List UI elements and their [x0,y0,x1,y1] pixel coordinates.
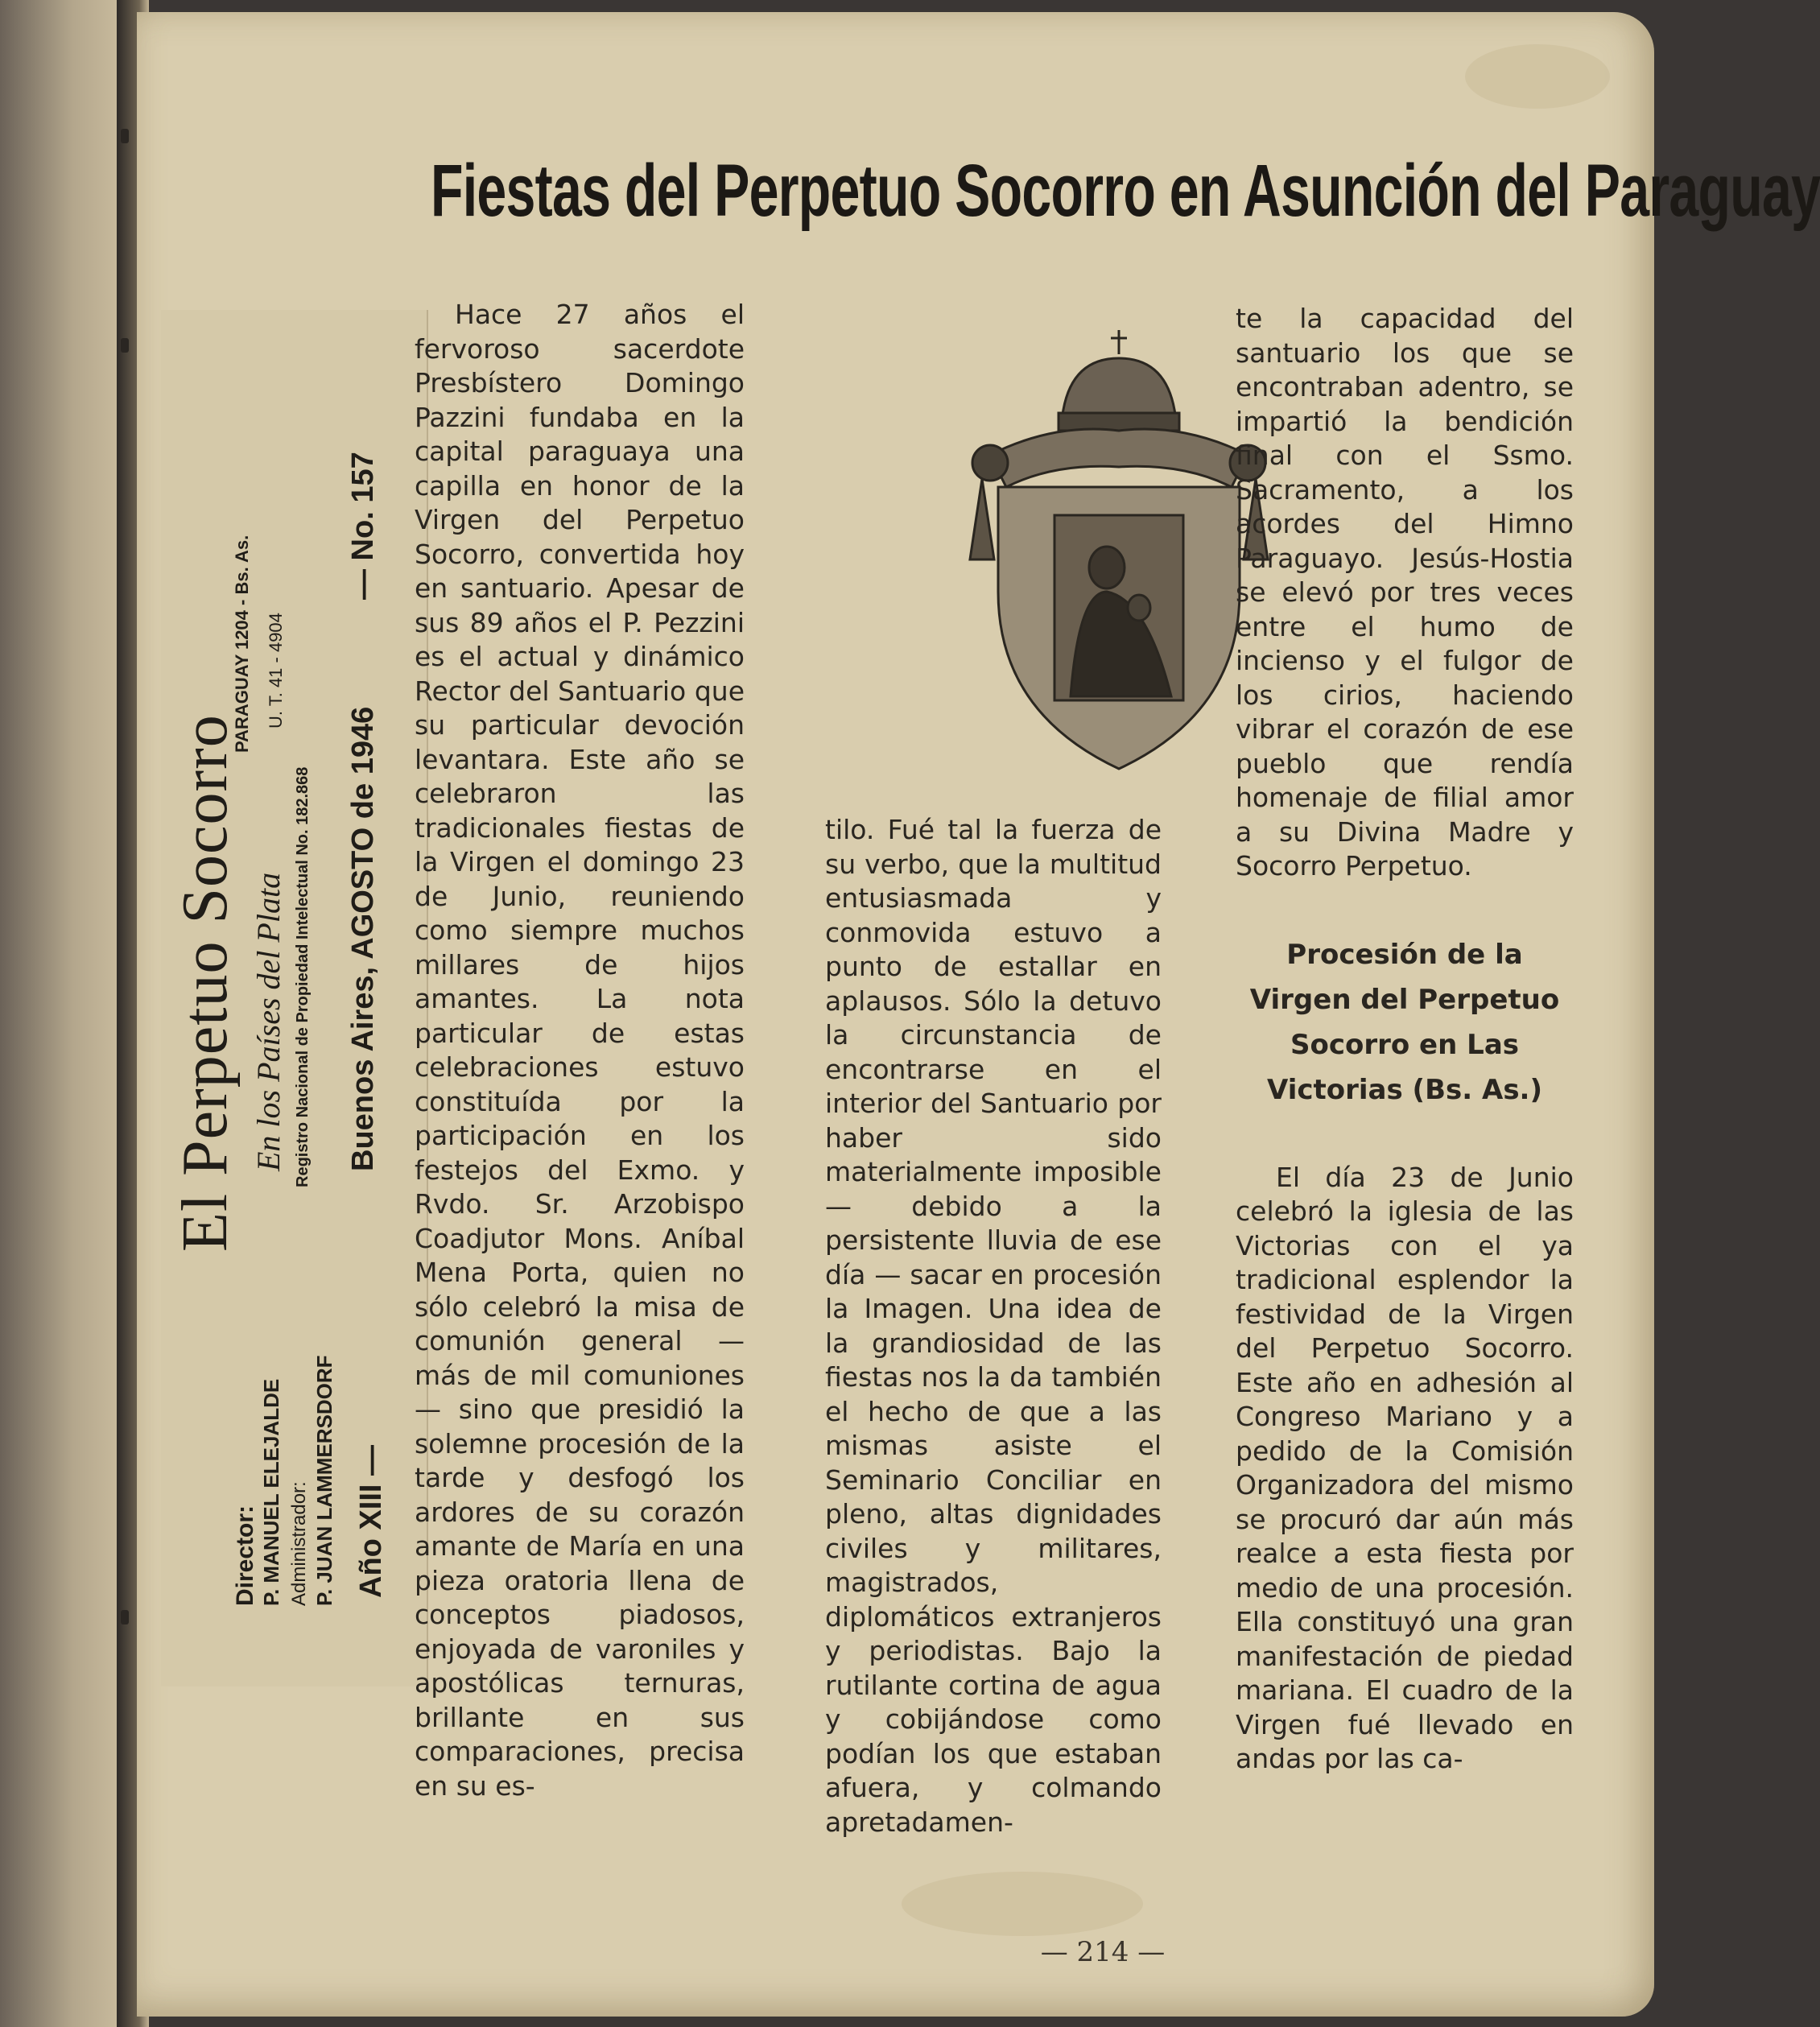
article-title: Fiestas del Perpetuo Socorro en Asunción del Paraguay [431,150,1820,232]
registro: Registro Nacional de Propiedad Intelectual No. 182.868 [294,766,312,1187]
phone: U. T. 41 - 4904 [266,613,286,729]
volume-year: Año XIII — [354,1445,388,1598]
section-subheading: Procesión de la Virgen del Perpetuo Socorro en Las Victorias (Bs. As.) [1249,938,1560,1106]
column-3 [1236,302,1574,1777]
page-number: — 214 — [1040,1936,1166,1968]
dateline: Buenos Aires, AGOSTO de 1946 [346,706,380,1171]
binding-hole [121,1610,129,1624]
column-3-text-a: te la capacidad del santuario los que se encontraban adentro, se impartió la bendición final con el Ssmo. Sacramento, a los acordes del Himno Paraguayo. Jesús-Hostia se elevó por tres veces entre el humo de incienso y el fulgor de los cirios, haciendo vibrar el corazón de ese pueblo que rendía homenaje de filial amor a su Divina Madre y Socorro Perpetuo. [1236,303,1574,881]
masthead-title: El Perpetuo Socorro [170,714,241,1252]
director-label: Director: [232,1505,258,1606]
column-3-text-b: El día 23 de Junio celebró la iglesia de las Victorias con el ya tradicional esplendor la festividad de la Virgen del Perpetuo Socorro. Este año en adhesión al Congreso Mariano y a pedido de la Comisión Organizadora del mismo se procuró dar aún más realce a esta fiesta por medio de una procesión. Ella constituyó una gran manifestación de piedad mariana. El cuadro de la Virgen fué llevado en andas por las ca- [1236,1161,1574,1774]
paper-stain [902,1872,1143,1936]
binding-hole [121,129,129,143]
admin-name: P. JUAN LAMMERSDORF [312,1355,336,1606]
admin-label: Administrador: [288,1481,310,1606]
facing-page-edge [0,0,121,2027]
magazine-page [137,12,1820,2017]
column-1 [415,298,745,1803]
address: PARAGUAY 1204 - Bs. As. [232,535,252,753]
column-2 [825,813,1162,1839]
director-name: P. MANUEL ELEJALDE [259,1378,283,1606]
column-1-text: Hace 27 años el fervoroso sacerdote Presbístero Domingo Pazzini fundaba en la capital paraguaya una capilla en honor de la Virgen del Perpetuo Socorro, convertida hoy en santuario. Apesar de sus 89 años el P. Pezzini es el actual y dinámico Rector del Santuario que su particular devoción levantara. Este año se celebraron las tradicionales fiestas de la Virgen el domingo 23 de Junio, reuniendo como siempre muchos millares de hijos amantes. La nota particular de estas celebraciones estuvo constituída por la participación en los festejos del Exmo. y Rvdo. Sr. Arzobispo Coadjutor Mons. Aníbal Mena Porta, quien no sólo celebró la misa de comunión general — más de mil comuniones — sino que presidió la solemne procesión de la tarde y desfogó los ardores de su corazón amante de María en una pieza oratoria llena de conceptos piadosos, enjoyada de varoniles y apostólicas ternuras, brillante en sus comparaciones, precisa en su es- [415,299,745,1802]
issue-number: — No. 157 [346,452,380,600]
paper-stain [1465,44,1610,109]
masthead [161,310,428,1686]
crown-shield-emblem-image [958,326,1280,777]
binding-hole [121,338,129,353]
column-2-text: tilo. Fué tal la fuerza de su verbo, que la multitud entusiasmada y conmovida estuvo a punto de estallar en aplausos. Sólo la detuvo la circunstancia de encontrarse en el interior del Santuario por haber sido materialmente imposible — debido a la persistente lluvia de ese día — sacar en procesión la Imagen. Una idea de la grandiosidad de las fiestas nos la da también el hecho de que a las mismas asiste el Seminario Conciliar en pleno, altas dignidades civiles y militares, magistrados, diplomáticos extranjeros y periodistas. Bajo la rutilante cortina de agua y cobijándose como podían los que estaban afuera, y colmando apretadamen- [825,814,1162,1838]
masthead-subtitle: En los Países del Plata [250,872,287,1171]
